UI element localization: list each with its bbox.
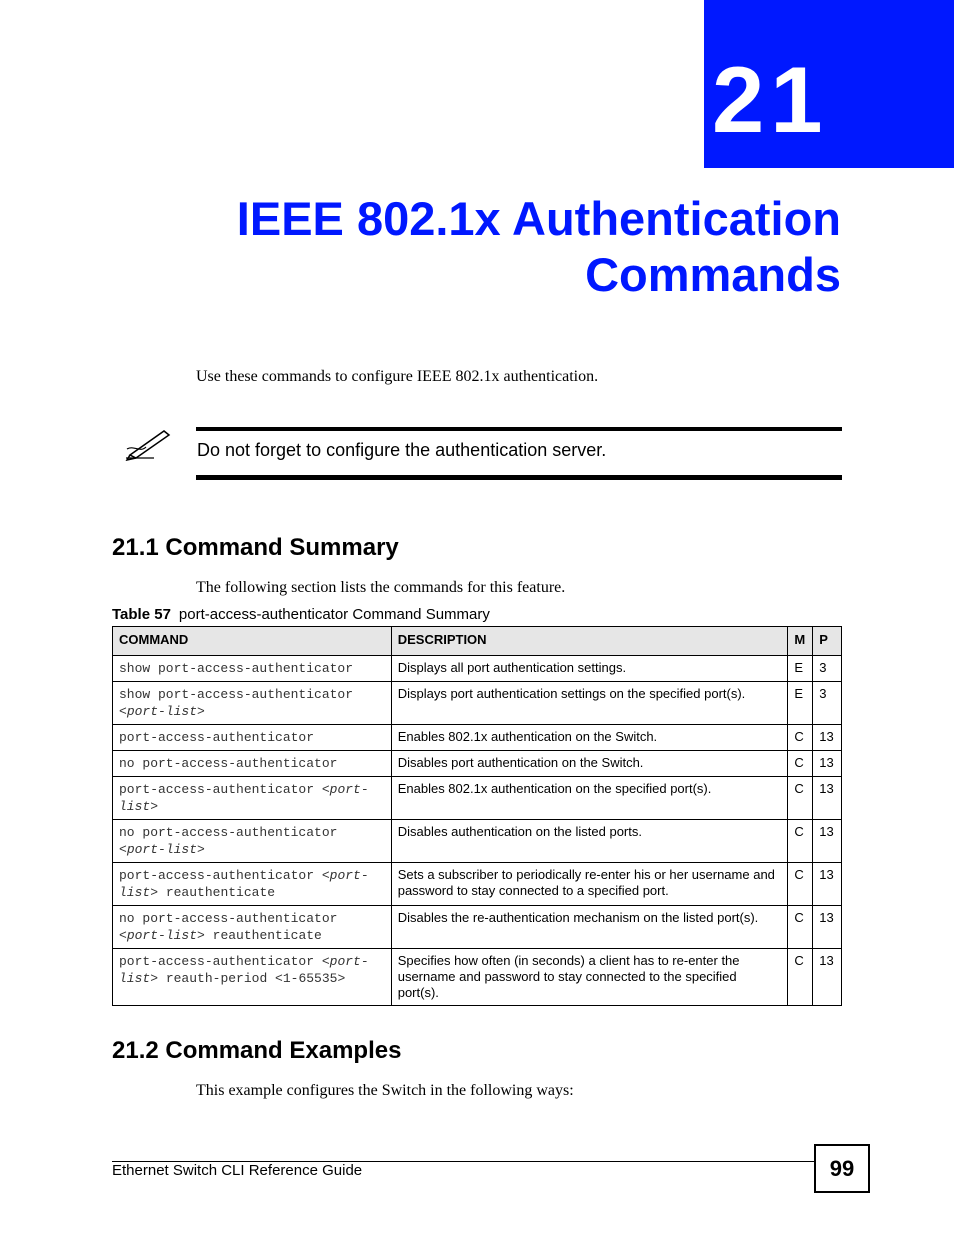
command-text: port-access-authenticator [119, 954, 315, 969]
command-cell: no port-access-authenticator <port-list> reauthenticate [113, 906, 392, 949]
p-cell: 3 [813, 682, 842, 725]
chapter-title-line-2: Commands [585, 248, 841, 301]
command-text: show port-access-authenticator [119, 661, 354, 676]
section-heading-command-summary: 21.1 Command Summary [112, 534, 399, 561]
table-caption [112, 606, 490, 623]
description-cell: Specifies how often (in seconds) a client has to re-enter the username and password to stay connected to the specified port(s). [391, 949, 788, 1006]
command-param: port-list [119, 954, 369, 986]
footer-guide-title: Ethernet Switch CLI Reference Guide [112, 1162, 363, 1179]
command-cell: no port-access-authenticator <port-list> [113, 820, 392, 863]
description-cell: Displays all port authentication settings. [391, 656, 788, 682]
table-row [113, 751, 842, 777]
section-text-command-examples: This example configures the Switch in the following ways: [196, 1082, 574, 1099]
header-m: M [788, 627, 813, 656]
command-text: no port-access-authenticator [119, 756, 338, 771]
page-number: 99 [814, 1144, 870, 1193]
table-caption-label: Table 57 [112, 606, 171, 623]
command-cell: port-access-authenticator <port-list> [113, 777, 392, 820]
note-rule-bottom [196, 475, 842, 480]
p-cell: 13 [813, 725, 842, 751]
command-param: port-list [126, 704, 198, 719]
m-cell: E [788, 656, 813, 682]
command-text: no port-access-authenticator [119, 825, 338, 840]
m-cell: C [788, 820, 813, 863]
description-cell: Enables 802.1x authentication on the Switch. [391, 725, 788, 751]
table-row [113, 682, 842, 725]
header-p: P [813, 627, 842, 656]
section-heading-command-examples: 21.2 Command Examples [112, 1037, 402, 1064]
description-cell: Enables 802.1x authentication on the specified port(s). [391, 777, 788, 820]
m-cell: C [788, 949, 813, 1006]
p-cell: 13 [813, 820, 842, 863]
note-text: Do not forget to configure the authentication server. [197, 440, 607, 460]
table-row [113, 656, 842, 682]
p-cell: 13 [813, 777, 842, 820]
p-cell: 13 [813, 949, 842, 1006]
command-text: no port-access-authenticator [119, 911, 338, 926]
description-cell: Disables authentication on the listed ports. [391, 820, 788, 863]
table-caption-text: port-access-authenticator Command Summary [178, 606, 490, 623]
header-command: COMMAND [113, 627, 392, 656]
header-description: DESCRIPTION [391, 627, 788, 656]
table-row [113, 906, 842, 949]
chapter-number: 21 [712, 47, 829, 152]
command-text: port-access-authenticator [119, 730, 315, 745]
m-cell: C [788, 725, 813, 751]
table-header-row [113, 627, 842, 656]
chapter-title [237, 191, 841, 303]
description-cell: Displays port authentication settings on the specified port(s). [391, 682, 788, 725]
command-cell [113, 656, 392, 682]
chapter-title-line-1: IEEE 802.1x Authentication [236, 192, 841, 245]
pencil-note-icon [124, 425, 174, 461]
intro-paragraph: Use these commands to configure IEEE 802.1x authentication. [196, 368, 599, 385]
command-cell: port-access-authenticator <port-list> reauthenticate [113, 863, 392, 906]
p-cell: 3 [813, 656, 842, 682]
table-row [113, 725, 842, 751]
command-text: port-access-authenticator [119, 782, 315, 797]
command-cell: port-access-authenticator <port-list> reauth-period <1-65535> [113, 949, 392, 1006]
command-suffix: reauthenticate [158, 885, 276, 900]
description-cell: Disables the re-authentication mechanism on the listed port(s). [391, 906, 788, 949]
command-param: port-list [126, 928, 198, 943]
m-cell: C [788, 751, 813, 777]
table-row [113, 820, 842, 863]
command-suffix: reauthenticate [204, 928, 322, 943]
m-cell: E [788, 682, 813, 725]
command-cell [113, 751, 392, 777]
m-cell: C [788, 906, 813, 949]
command-param: port-list [119, 868, 369, 900]
command-text: show port-access-authenticator [119, 687, 354, 702]
note-rule-top [196, 427, 842, 431]
table-row [113, 777, 842, 820]
command-summary-table [112, 626, 842, 1006]
description-cell: Disables port authentication on the Switch. [391, 751, 788, 777]
command-text: port-access-authenticator [119, 868, 315, 883]
command-suffix: reauth-period <1-65535> [158, 971, 346, 986]
command-param: port-list [126, 842, 198, 857]
section-text-command-summary: The following section lists the commands for this feature. [196, 579, 566, 596]
command-cell [113, 725, 392, 751]
p-cell: 13 [813, 863, 842, 906]
command-cell: show port-access-authenticator <port-list> [113, 682, 392, 725]
p-cell: 13 [813, 906, 842, 949]
m-cell: C [788, 777, 813, 820]
table-row [113, 949, 842, 1006]
p-cell: 13 [813, 751, 842, 777]
description-cell: Sets a subscriber to periodically re-enter his or her username and password to stay connected to a specified port. [391, 863, 788, 906]
table-row [113, 863, 842, 906]
m-cell: C [788, 863, 813, 906]
command-param: port-list [119, 782, 369, 814]
